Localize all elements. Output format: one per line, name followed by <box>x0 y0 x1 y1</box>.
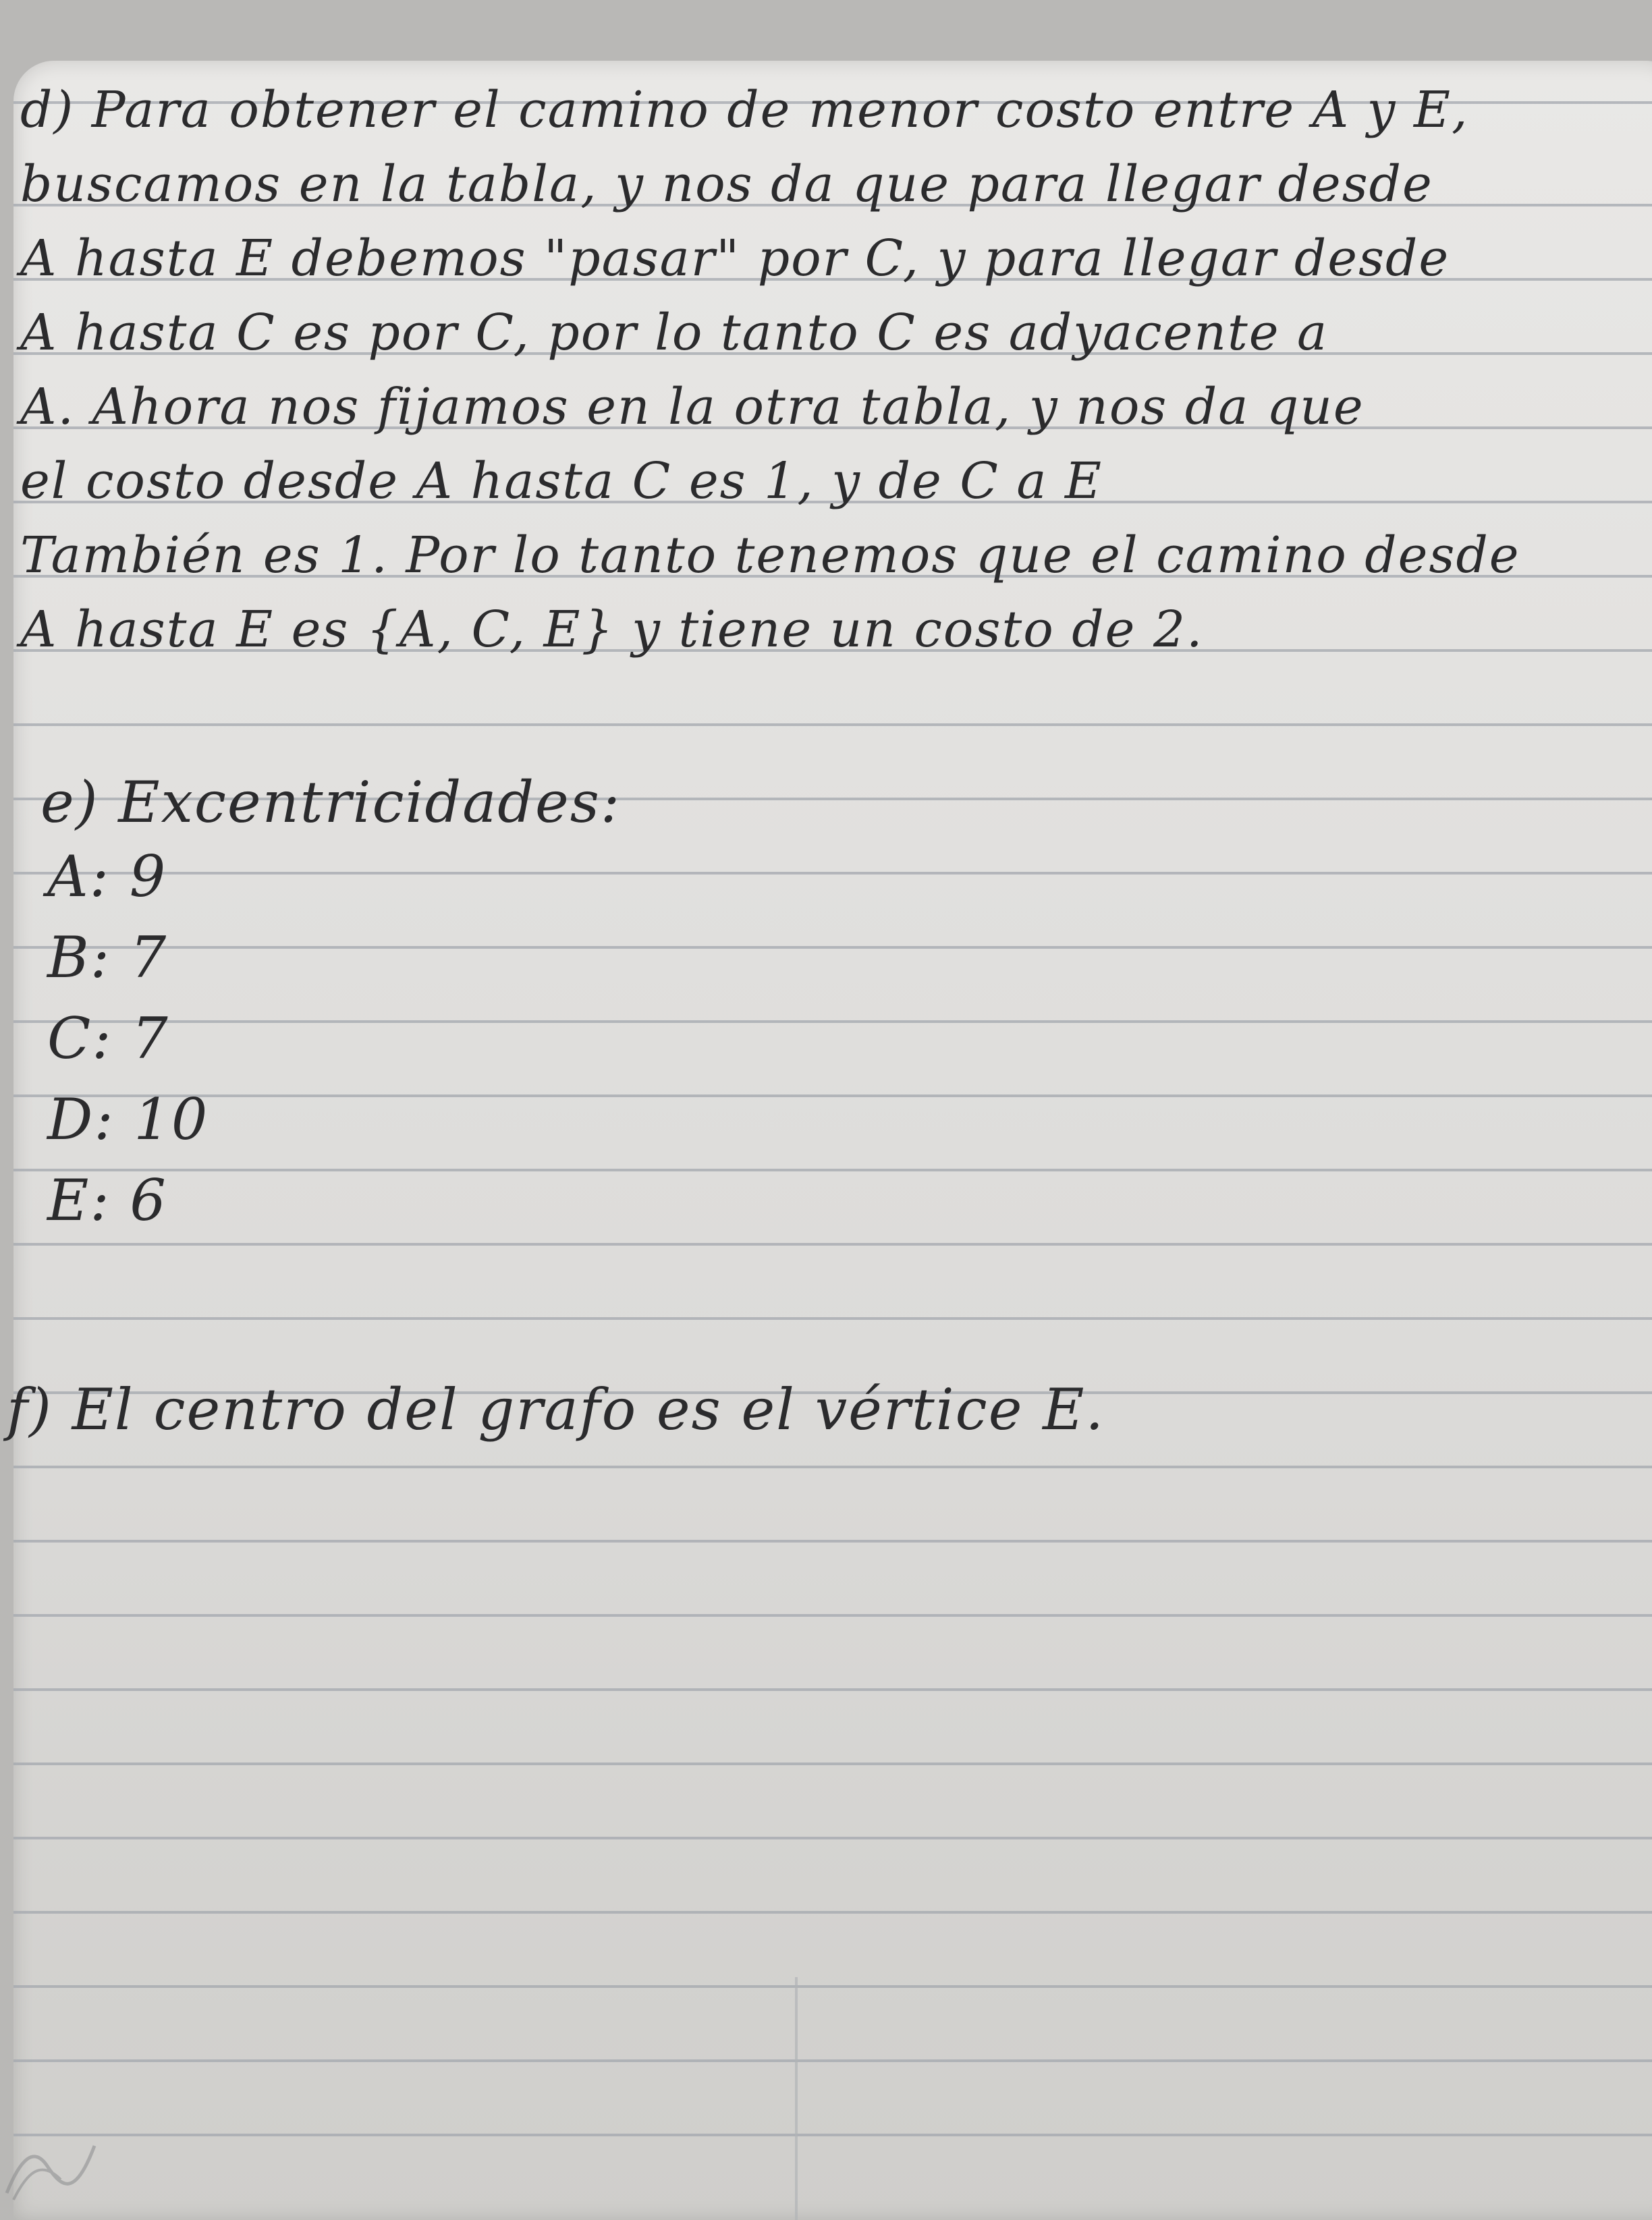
eccentricity-item: D: 10 <box>47 1086 209 1153</box>
section-d-line: A hasta C es por C, por lo tanto C es adyacente a <box>20 304 1329 362</box>
ruled-line <box>13 1911 1652 1914</box>
ruled-line <box>13 946 1652 949</box>
section-d-line: También es 1. Por lo tanto tenemos que el camino desde <box>20 526 1520 584</box>
section-e-title: Excentricidades: <box>118 769 622 835</box>
section-f <box>7 1377 1105 1443</box>
ruled-line <box>13 1020 1652 1023</box>
ruled-line <box>13 1317 1652 1320</box>
section-d-line: A hasta E es {A, C, E} y tiene un costo de 2. <box>20 601 1204 659</box>
section-d-line: A. Ahora nos fijamos en la otra tabla, y nos da que <box>20 378 1365 436</box>
vertex-label: D <box>47 1086 94 1153</box>
ruled-line <box>13 2059 1652 2062</box>
pencil-smudge <box>0 2119 101 2202</box>
section-d-line: el costo desde A hasta C es 1, y de C a E <box>20 452 1103 510</box>
section-d-line: d) Para obtener el camino de menor costo entre A y E, <box>20 81 1469 139</box>
ruled-line <box>13 1614 1652 1617</box>
section-f-text: El centro del grafo es el vértice E. <box>72 1377 1105 1443</box>
vertex-label: B <box>47 924 90 991</box>
ruled-line <box>13 1169 1652 1171</box>
eccentricity-item: E: 6 <box>47 1167 167 1233</box>
ruled-line <box>13 1243 1652 1246</box>
pencil-mark <box>795 1977 798 2220</box>
eccentricity-value: 10 <box>134 1086 209 1153</box>
section-e-label: e) <box>40 769 99 835</box>
section-d-line: A hasta E debemos "pasar" por C, y para llegar desde <box>20 229 1450 287</box>
ruled-line <box>13 1466 1652 1468</box>
vertex-label: C <box>47 1005 92 1072</box>
eccentricity-value: 7 <box>130 924 168 991</box>
section-d <box>20 81 1626 688</box>
eccentricity-value: 9 <box>129 843 167 910</box>
section-e-heading <box>40 769 621 835</box>
ruled-line <box>13 1763 1652 1765</box>
vertex-label: A <box>47 843 90 910</box>
ruled-line <box>13 1540 1652 1543</box>
ruled-line <box>13 872 1652 875</box>
section-f-label: f) <box>7 1377 53 1443</box>
ruled-line <box>13 1688 1652 1691</box>
ruled-line <box>13 1094 1652 1097</box>
section-d-label: d) <box>20 81 75 139</box>
ruled-line <box>13 723 1652 726</box>
ruled-line <box>13 2134 1652 2136</box>
ruled-line <box>13 1837 1652 1839</box>
eccentricity-item: C: 7 <box>47 1005 169 1072</box>
eccentricity-value: 7 <box>132 1005 169 1072</box>
eccentricity-value: 6 <box>130 1167 167 1233</box>
eccentricity-item: A: 9 <box>47 843 167 910</box>
eccentricity-item: B: 7 <box>47 924 168 991</box>
ruled-line <box>13 1985 1652 1988</box>
vertex-label: E <box>47 1167 90 1233</box>
section-d-line: buscamos en la tabla, y nos da que para llegar desde <box>20 155 1433 213</box>
